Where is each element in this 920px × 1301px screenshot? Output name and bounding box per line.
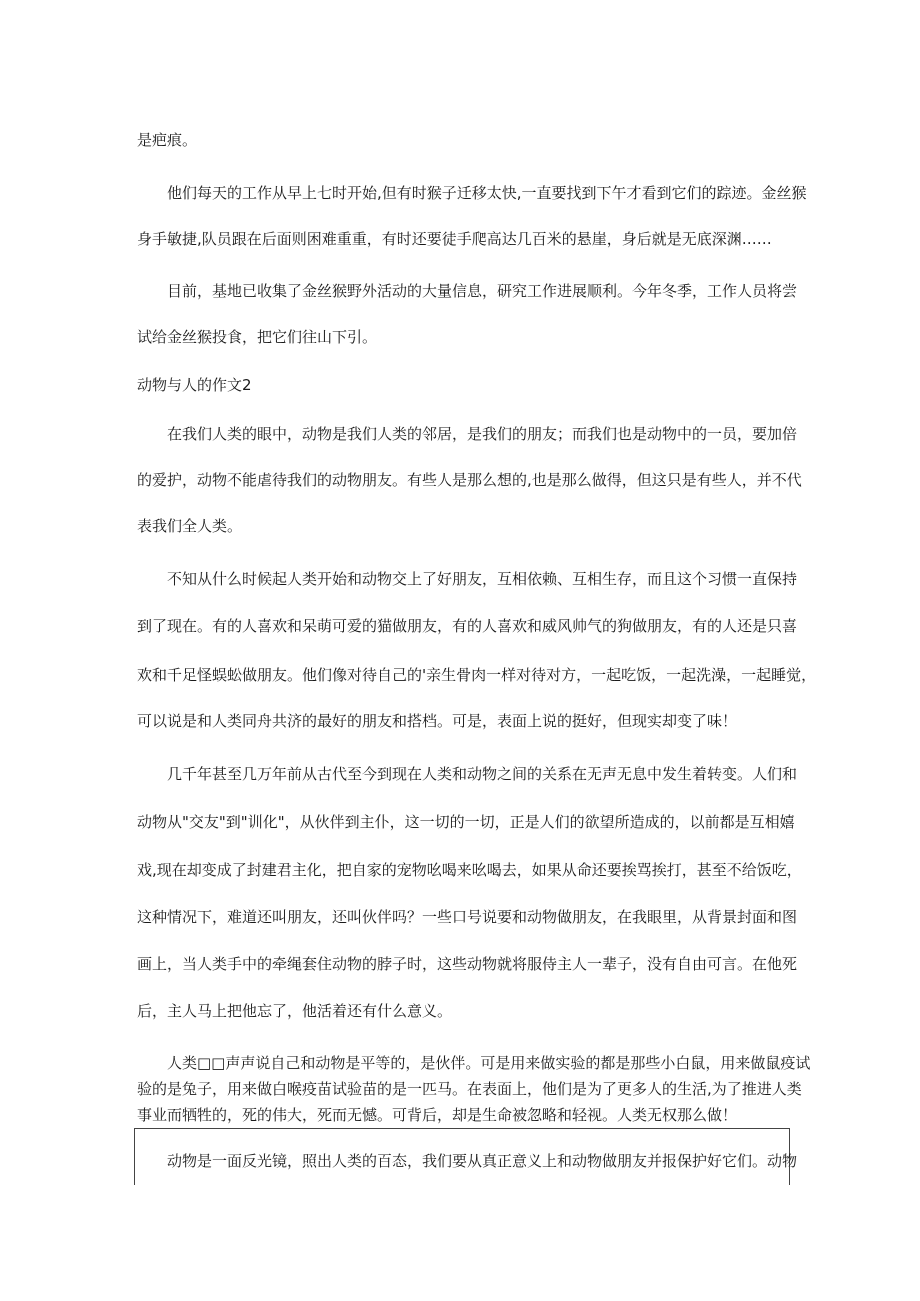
text-line-17: 这种情况下，难道还叫朋友，还叫伙伴吗？一些口号说要和动物做朋友，在我眼里，从背景封面和图 [137,908,798,926]
text-line-7: 在我们人类的眼中，动物是我们人类的邻居，是我们的朋友；而我们也是动物中的一员，要加倍 [167,425,798,443]
text-line-19: 后，主人马上把他忘了，他活着还有什么意义。 [137,1002,453,1020]
text-line-13: 可以说是和人类同舟共济的最好的朋友和搭档。可是，表面上说的挺好，但现实却变了味！ [137,712,738,730]
text-line-12: 欢和千足怪蜈蚣做朋友。他们像对待自己的'亲生骨肉一样对待对方，一起吃饭，一起洗澡，一起睡觉， [137,666,817,684]
text-line-15: 动物从"交友"到"训化"，从伙伴到主仆，这一切的一切，正是人们的欲望所造成的，以前都是互相嬉 [137,813,795,831]
text-line-20: 人类□□声声说自己和动物是平等的，是伙伴。可是用来做实验的都是那些小白鼠，用来做鼠疫试 [167,1054,811,1072]
text-line-16: 戏,现在却变成了封建君主化，把自家的宠物吆喝来吆喝去，如果从命还要挨骂挨打，甚至不给饭吃， [137,861,802,879]
text-line-5: 试给金丝猴投食，把它们往山下引。 [137,328,378,346]
text-line-4: 目前，基地已收集了金丝猴野外活动的大量信息，研究工作进展顺利。今年冬季，工作人员将尝 [167,282,798,300]
text-line-1: 是疤痕。 [137,131,198,149]
text-line-23: 动物是一面反光镜，照出人类的百态，我们要从真正意义上和动物做朋友并报保护好它们。动物 [167,1152,798,1170]
text-line-9: 表我们全人类。 [137,517,243,535]
text-line-22: 事业而牺牲的，死的伟大，死而无憾。可背后，却是生命被忽略和轻视。人类无权那么做！ [137,1106,738,1124]
text-line-14: 几千年甚至几万年前从古代至今到现在人类和动物之间的关系在无声无息中发生着转变。人们和 [167,765,798,783]
text-line-3: 身手敏捷,队员跟在后面则困难重重，有时还要徒手爬高达几百米的悬崖，身后就是无底深渊…… [137,230,772,248]
text-line-2: 他们每天的工作从早上七时开始,但有时猴子迁移太快,一直要找到下午才看到它们的踪迹。金丝猴 [167,184,807,202]
text-line-8: 的爱护，动物不能虐待我们的动物朋友。有些人是那么想的,也是那么做得，但这只是有些人，并不代 [137,471,802,489]
section-heading: 动物与人的作文2 [137,376,252,394]
text-line-11: 到了现在。有的人喜欢和呆萌可爱的猫做朋友，有的人喜欢和威风帅气的狗做朋友，有的人还是只喜 [137,617,798,635]
text-line-18: 画上，当人类手中的牵绳套住动物的脖子时，这些动物就将服侍主人一辈子，没有自由可言。在他死 [137,955,798,973]
text-line-21: 验的是兔子，用来做白喉疫苗试验苗的是一匹马。在表面上，他们是为了更多人的生活,为了推进人类 [137,1080,802,1098]
text-line-10: 不知从什么时候起人类开始和动物交上了好朋友，互相依赖、互相生存，而且这个习惯一直保持 [167,570,798,588]
